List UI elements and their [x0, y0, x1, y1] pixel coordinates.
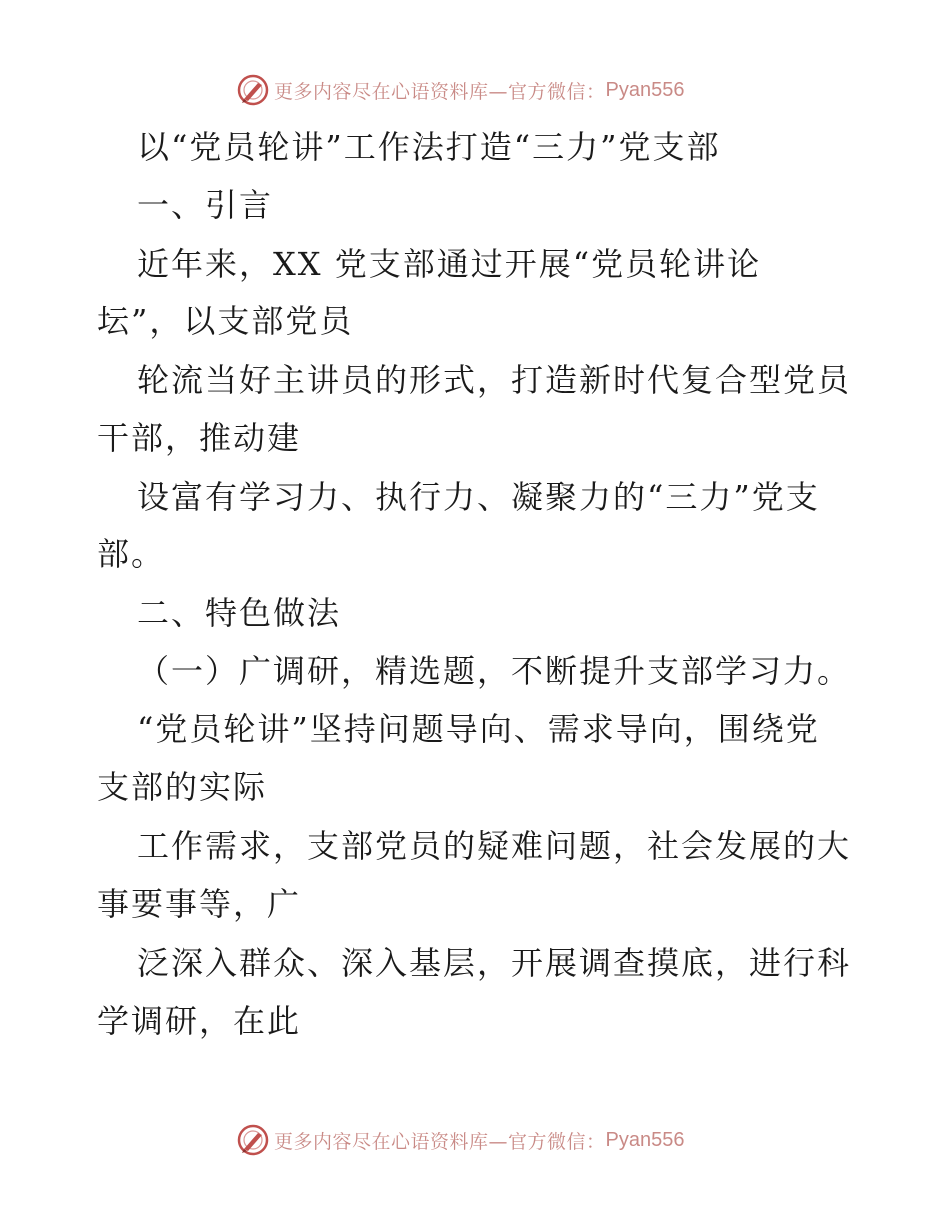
- paragraph-line: 轮流当好主讲员的形式，打造新时代复合型党员: [137, 361, 852, 399]
- paragraph-line: 支部的实际: [97, 768, 268, 806]
- watermark-wechat-id: Pyan556: [605, 1128, 685, 1151]
- pen-logo-icon: [236, 1123, 270, 1157]
- watermark-header: [236, 72, 684, 108]
- paragraph-line: 泛深入群众、深入基层，开展调查摸底，进行科: [137, 944, 852, 982]
- watermark-wechat-id: Pyan556: [605, 78, 685, 101]
- pen-logo-icon: [236, 73, 270, 107]
- section-heading-intro: 一、引言: [137, 186, 274, 224]
- paragraph-line: 事要事等，广: [97, 885, 302, 923]
- paragraph-line: “党员轮讲”坚持问题导向、需求导向，围绕党: [137, 710, 820, 748]
- subsection-heading: （一）广调研，精选题，不断提升支部学习力。: [137, 652, 852, 690]
- paragraph-line: 学调研，在此: [97, 1002, 302, 1040]
- paragraph-line: 工作需求，支部党员的疑难问题，社会发展的大: [137, 827, 852, 865]
- paragraph-line: 设富有学习力、执行力、凝聚力的“三力”党支: [137, 478, 820, 516]
- paragraph-line: 近年来，XX 党支部通过开展“党员轮讲论: [137, 245, 762, 283]
- section-heading-practices: 二、特色做法: [137, 594, 342, 632]
- watermark-footer: [236, 1122, 684, 1158]
- document-title: 以“党员轮讲”工作法打造“三力”党支部: [137, 128, 721, 166]
- watermark-text: 更多内容尽在心语资料库—官方微信：: [274, 80, 606, 103]
- paragraph-line: 部。: [97, 535, 166, 573]
- watermark-text: 更多内容尽在心语资料库—官方微信：: [274, 1130, 606, 1153]
- paragraph-line: 干部，推动建: [97, 419, 302, 457]
- paragraph-line: 坛”，以支部党员: [97, 302, 354, 340]
